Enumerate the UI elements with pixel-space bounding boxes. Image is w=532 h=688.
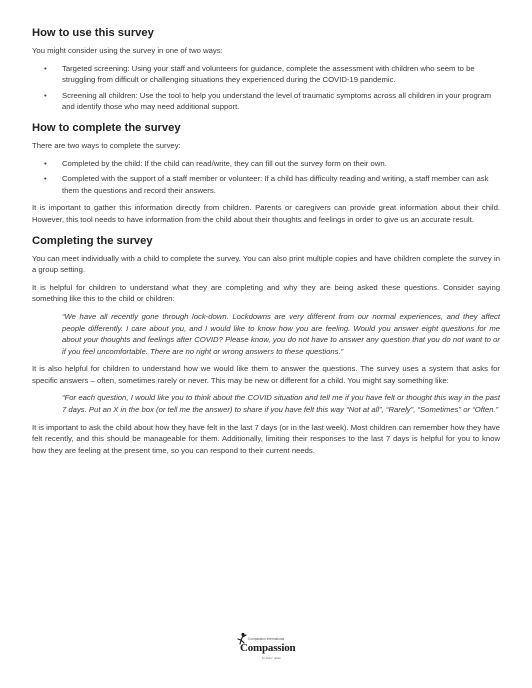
paragraph-meet-individually: You can meet individually with a child to complete the survey. You can also print multiple copies and have children complete the survey in a group setting.	[32, 253, 500, 275]
bullet-list-how-to-complete	[32, 158, 500, 197]
bullet-icon: •	[44, 158, 47, 168]
heading-how-to-use: How to use this survey	[32, 27, 154, 39]
list-item: • Completed with the support of a staff member or volunteer: If a child has difficulty reading and writing, a staff member can ask them the questions and record their answers.	[44, 174, 489, 195]
list-item: • Completed by the child: If the child can read/write, they can fill out the survey form on their own.	[44, 158, 387, 168]
intro-how-to-complete: There are two ways to complete the survey:	[32, 140, 181, 150]
paragraph-helpful-understand: It is helpful for children to understand what they are completing and why they are being asked these questions. Consider saying something like this to the child or children:	[32, 282, 500, 304]
quote-lockdown: “We have all recently gone through lock-down. Lockdowns are very different from our normal experiences, and they affect people differently. I care about you, and I would like to know how you are feeling. Would you answer eight questions for me about your thoughts and feelings after COVID? Please know, you do not have to answer any question that you do not want to or if you feel uncomfortable. There are no right or wrong answers to these questions.”	[62, 311, 500, 356]
heading-how-to-complete: How to complete the survey	[32, 121, 181, 134]
compassion-logo	[234, 632, 304, 666]
bullet-icon: •	[44, 90, 47, 100]
bullet-icon: •	[44, 174, 47, 184]
bullet-icon: •	[44, 63, 47, 73]
intro-how-to-use: You might consider using the survey in one of two ways:	[32, 46, 223, 55]
list-item: • Targeted screening: Using your staff and volunteers for guidance, complete the assessment with children who seem to be struggling from difficult or challenging situations they experienced during the COVID-19 pandemic.	[44, 63, 475, 85]
bullet-list-how-to-use	[32, 63, 500, 113]
paragraph-last-7-days: It is important to ask the child about how they have felt in the last 7 days (or in the last week). Most children can remember how they have felt recently, and this should be manageable for them. Additionally, limiting their responses to the last 7 days is helpful for you to know how they are feeling at the present time, so you can respond to their current needs.	[32, 422, 500, 455]
logo-top-line: Compassion International	[248, 637, 285, 641]
heading-completing: Completing the survey	[32, 234, 153, 247]
logo-tagline: In Jesus' name	[262, 656, 281, 660]
list-item: • Screening all children: Use the tool to help you understand the level of traumatic symptoms across all children in your program and identify those who may need additional support.	[44, 90, 492, 112]
logo-wordmark: Compassion	[240, 642, 296, 654]
paragraph-helpful-answer: It is also helpful for children to understand how we would like them to answer the questions. The survey uses a system that asks for specific answers – often, sometimes rarely or never. This may be new or different for a child. You might say something like:	[32, 364, 500, 385]
quote-each-question: “For each question, I would like you to think about the COVID situation and tell me if you have felt or thought this way in the past 7 days. Put an X in the box (or tell me the answer) to share if you have felt this way “Not at all”, “Rarely”, “Sometimes” or “Often.”	[62, 393, 500, 415]
paragraph-gather-info: It is important to gather this information directly from children. Parents or caregivers can provide great information about their child. However, this tool needs to have information from the child about their thoughts and feelings in order to give us an accurate result.	[32, 203, 500, 224]
